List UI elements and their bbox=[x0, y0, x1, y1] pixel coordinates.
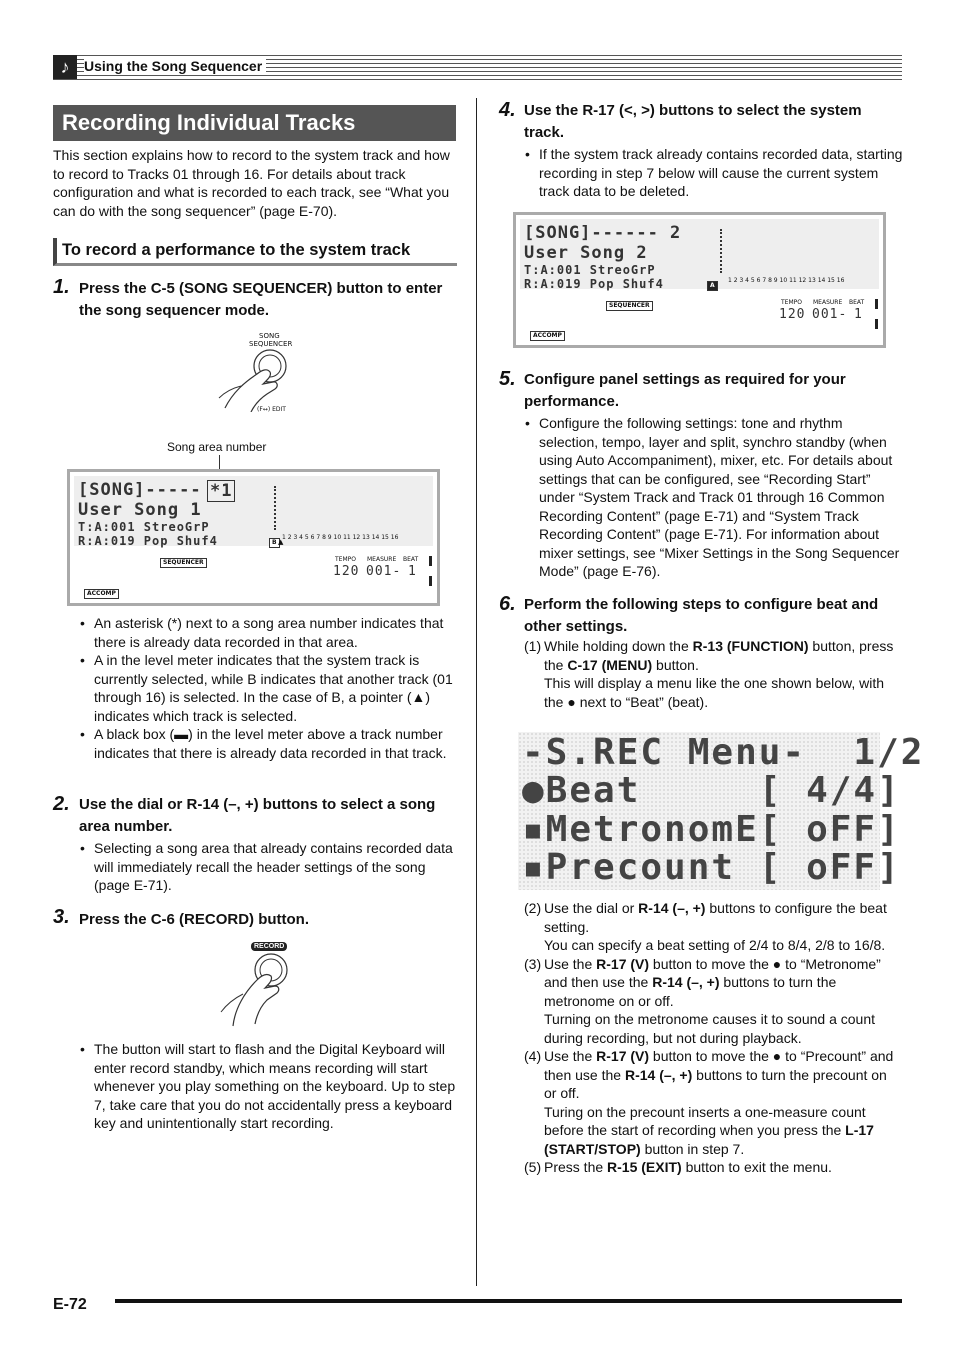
meter-a-indicator: A bbox=[707, 281, 718, 291]
substep-text: Use the dial or bbox=[544, 900, 639, 916]
step-number-4: 4. bbox=[499, 99, 516, 121]
indicator-bar bbox=[429, 556, 432, 566]
list-item: • An asterisk (*) next to a song area number indicates that there is already data recorded in that area. bbox=[78, 614, 458, 651]
measure-value: 001- bbox=[812, 307, 848, 322]
step-number-5: 5. bbox=[499, 368, 516, 390]
substep-2 bbox=[524, 899, 902, 955]
substep-text: button to move the ● to “Precount” and then use the bbox=[544, 1048, 894, 1083]
beat-value: 1 bbox=[854, 307, 863, 322]
tempo-label: TEMPO bbox=[335, 556, 356, 563]
step-number-1: 1. bbox=[53, 276, 70, 298]
button-label-sequencer: SEQUENCER bbox=[249, 340, 293, 348]
menu-row-title: -S.REC Menu- 1/2 bbox=[522, 732, 925, 773]
beat-value: 1 bbox=[408, 564, 417, 579]
tempo-value: 120 bbox=[333, 564, 360, 579]
tempo-label: TEMPO bbox=[781, 299, 802, 306]
bullets-step5 bbox=[523, 414, 903, 581]
accomp-indicator: ACCOMP bbox=[84, 589, 119, 599]
hand-pressing-button-icon bbox=[215, 952, 305, 1028]
track-pointer-icon: ▲ bbox=[278, 538, 284, 546]
music-note-icon: ♪ bbox=[53, 55, 77, 79]
button-reference: R-14 (–, +) bbox=[624, 1066, 693, 1083]
subheading: To record a performance to the system track bbox=[53, 238, 457, 266]
track-numbers: 1 2 3 4 5 6 7 8 9 10 11 12 13 14 15 16 bbox=[728, 277, 845, 284]
substep-text: Use the bbox=[544, 955, 597, 972]
substep-text: button. bbox=[652, 656, 699, 673]
button-reference: R-17 (V) bbox=[596, 955, 650, 972]
substep-4 bbox=[524, 1047, 902, 1158]
step-1-text: Press the C-5 (SONG SEQUENCER) button to enter the song sequencer mode. bbox=[79, 280, 443, 319]
substep-text: Use the bbox=[544, 1048, 597, 1064]
step-4-text: Use the R-17 (<, >) buttons to select the system track. bbox=[524, 102, 862, 141]
record-button-illustration bbox=[215, 940, 305, 1030]
button-reference: R-14 (–, +) bbox=[652, 974, 720, 990]
button-reference: R-13 (FUNCTION) bbox=[692, 638, 809, 654]
lcd-row-2: User Song 2 bbox=[524, 243, 648, 263]
beat-label: BEAT bbox=[849, 299, 865, 306]
page-title: Recording Individual Tracks bbox=[53, 105, 456, 141]
rec-menu-display bbox=[518, 732, 925, 890]
list-item: • A black box (▬) in the level meter above a track number indicates that there is already data recorded in that track. bbox=[78, 725, 458, 762]
list-item: • The button will start to flash and the Digital Keyboard will enter record standby, which means recording will start whenever you play something on the keyboard. Up to step 7, take care that you do not accidentally press a keyboard key and unintentionally start recording. bbox=[78, 1040, 458, 1133]
substep-number: (2) bbox=[524, 900, 542, 916]
lcd-row-2: User Song 1 bbox=[78, 500, 202, 520]
intro-paragraph: This section explains how to record to the system track and how to record to Tracks 01 through 16. For details about track configuration and what is recorded to each track, see “What you can do with the song sequencer” (page E-70). bbox=[53, 147, 450, 219]
button-sub-label: (F↔) EDIT bbox=[257, 406, 286, 413]
accomp-indicator: ACCOMP bbox=[530, 331, 565, 341]
step-2-text: Use the dial or R-14 (–, +) buttons to select a song area number. bbox=[79, 796, 436, 835]
substep-number: (4) bbox=[524, 1048, 542, 1064]
song-sequencer-button-illustration bbox=[215, 330, 305, 426]
indicator-bar bbox=[875, 299, 878, 309]
substep-1 bbox=[524, 637, 902, 711]
lcd-row-4: R:A:019 Pop Shuf4 bbox=[78, 534, 218, 548]
measure-value: 001- bbox=[366, 564, 402, 579]
footer-rule bbox=[115, 1299, 902, 1303]
bullets-step3 bbox=[78, 1040, 458, 1133]
beat-label: BEAT bbox=[403, 556, 419, 563]
menu-row-beat: ●Beat [ 4/4] bbox=[522, 770, 901, 811]
substep-note: button in step 7. bbox=[640, 1140, 745, 1157]
lcd-display-1 bbox=[67, 469, 440, 606]
lcd-row-1: [SONG]----- bbox=[78, 480, 202, 500]
button-reference: R-15 (EXIT) bbox=[607, 1159, 682, 1175]
section-header: Using the Song Sequencer bbox=[84, 58, 266, 74]
substep-number: (5) bbox=[524, 1159, 542, 1175]
step-5-text: Configure panel settings as required for your performance. bbox=[524, 371, 846, 410]
menu-row-precount: ▪Precount [ oFF] bbox=[522, 847, 901, 888]
substep-note: Turing on the precount inserts a one-measure count before the start of recording when you press the bbox=[544, 1103, 866, 1138]
step-3-text: Press the C-6 (RECORD) button. bbox=[79, 911, 310, 928]
hand-pressing-button-icon bbox=[215, 348, 305, 412]
column-divider bbox=[476, 98, 477, 1286]
substep-text: button to exit the menu. bbox=[681, 1159, 832, 1175]
substep-text: button to move the ● to “Metronome” and then use the bbox=[544, 955, 881, 990]
substep-number: (1) bbox=[524, 638, 542, 654]
list-item: • Selecting a song area that already contains recorded data will immediately recall the header settings of the song (page E-71). bbox=[78, 839, 458, 895]
step-number-6: 6. bbox=[499, 593, 516, 615]
button-reference: R-14 (–, +) bbox=[638, 900, 706, 916]
button-reference: C-17 (MENU) bbox=[567, 656, 653, 673]
page-number: E-72 bbox=[53, 1296, 87, 1313]
step-number-2: 2. bbox=[53, 793, 70, 815]
step-number-3: 3. bbox=[53, 906, 70, 928]
lcd-row-3: T:A:001 StreoGrP bbox=[78, 520, 210, 534]
lcd-row-3: T:A:001 StreoGrP bbox=[524, 263, 656, 277]
sequencer-indicator: SEQUENCER bbox=[606, 301, 653, 311]
indicator-bar bbox=[875, 319, 878, 329]
list-item: • Configure the following settings: tone and rhythm selection, tempo, layer and split, synchro standby (when using Auto Accompaniment), mixer, etc. For details about settings that can be configured, see “Recording Start” under “System Track and Track 01 through 16 Common Recording Content” (page E-71) and “System Track Recording Content” (page E-71). For information about mixer settings, see “Mixer Settings in the Song Sequencer Mode” (page E-76). bbox=[523, 414, 903, 581]
substep-note: This will display a menu like the one shown below, with the ● next to “Beat” (beat). bbox=[544, 675, 885, 710]
sequencer-indicator: SEQUENCER bbox=[160, 558, 207, 568]
substep-text: While holding down the bbox=[544, 638, 693, 654]
substep-3 bbox=[524, 955, 902, 1048]
button-label-song: SONG bbox=[259, 332, 280, 340]
step-6-text: Perform the following steps to configure beat and other settings. bbox=[524, 596, 879, 635]
song-area-caption: Song area number bbox=[167, 440, 267, 454]
lcd-row-1: [SONG]------ 2 bbox=[524, 223, 682, 243]
list-item: • A in the level meter indicates that the system track is currently selected, while B indicates that another track (01 through 16) is selected. In the case of B, a pointer (▲) indicates which track is selected. bbox=[78, 651, 458, 725]
bullets-step4 bbox=[523, 145, 903, 201]
level-meter bbox=[274, 486, 278, 530]
indicator-bar bbox=[429, 576, 432, 586]
substep-text: buttons to turn the metronome on or off. bbox=[544, 974, 837, 1009]
bullets-step2 bbox=[78, 839, 458, 895]
substep-text: buttons to turn the precount on or off. bbox=[544, 1066, 887, 1101]
substep-text: Press the bbox=[544, 1159, 608, 1175]
button-reference: L-17 (START/STOP) bbox=[544, 1122, 874, 1157]
level-meter bbox=[720, 229, 724, 273]
substep-5 bbox=[524, 1158, 902, 1177]
substep-text: button, press the bbox=[544, 638, 894, 673]
measure-label: MEASURE bbox=[813, 299, 843, 306]
record-label: RECORD bbox=[251, 942, 287, 951]
song-area-number: *1 bbox=[207, 480, 235, 502]
tempo-value: 120 bbox=[779, 307, 806, 322]
substeps-2-5 bbox=[524, 899, 902, 1177]
lcd-display-2 bbox=[513, 212, 886, 348]
list-item: • If the system track already contains recorded data, starting recording in step 7 below will cause the current system track data to be deleted. bbox=[523, 145, 903, 201]
substep-note: You can specify a beat setting of 2/4 to 8/4, 2/8 to 16/8. bbox=[544, 937, 886, 953]
substep-text: buttons to configure the beat setting. bbox=[544, 900, 887, 935]
measure-label: MEASURE bbox=[367, 556, 397, 563]
track-numbers: 1 2 3 4 5 6 7 8 9 10 11 12 13 14 15 16 bbox=[282, 534, 399, 541]
substep-note: Turning on the metronome causes it to sound a count during recording, but not during playback. bbox=[544, 1011, 876, 1046]
button-reference: R-17 (V) bbox=[596, 1048, 650, 1064]
substep-number: (3) bbox=[524, 955, 542, 972]
menu-row-metronome: ▪MetronomE[ oFF] bbox=[522, 809, 901, 850]
bullets-step1 bbox=[78, 614, 458, 762]
lcd-row-4: R:A:019 Pop Shuf4 bbox=[524, 277, 664, 291]
meter-b-indicator: B bbox=[269, 538, 280, 548]
